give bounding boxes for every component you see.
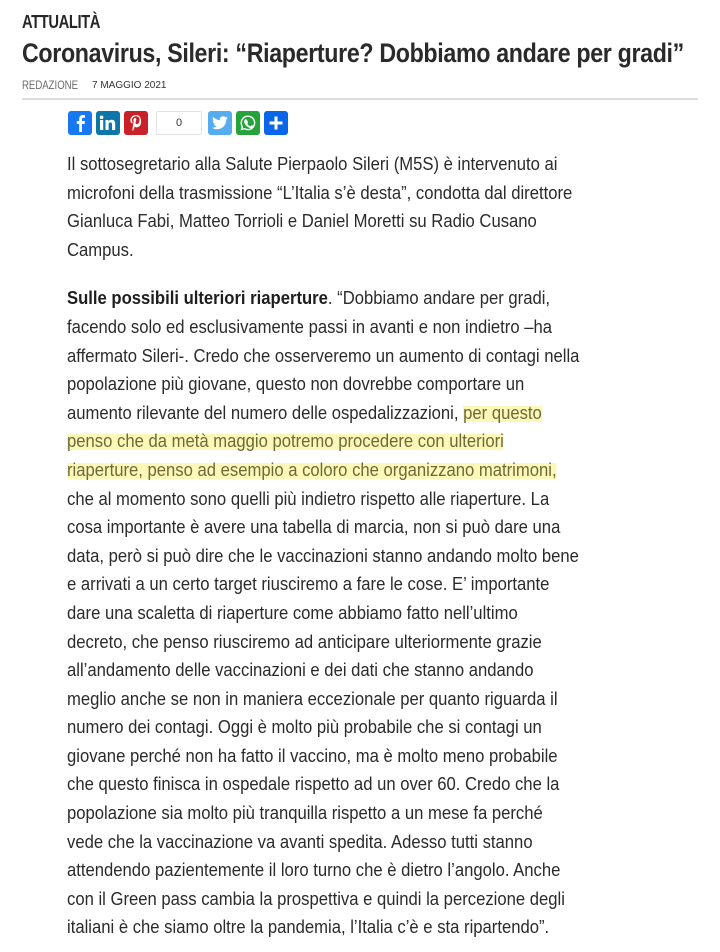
text-line	[67, 284, 607, 313]
text-line: che questo finisca in ospedale rispetto ad un over 60. Credo che la	[67, 773, 560, 795]
text-line: all’andamento delle vaccinazioni e dei dati che stanno andando	[67, 659, 534, 681]
highlighted-text: riaperture, penso ad esempio a coloro che organizzano matrimoni,	[67, 458, 557, 480]
share-bar	[68, 111, 292, 135]
text-line: Gianluca Fabi, Matteo Torrioli e Daniel Moretti su Radio Cusano	[67, 210, 537, 232]
highlighted-text: per questo	[463, 401, 542, 423]
share-count: 0	[156, 111, 202, 135]
text-line: attendendo pazientemente il loro turno che è dietro l’angolo. Anche	[67, 859, 561, 881]
text-line: Il sottosegretario alla Salute Pierpaolo Sileri (M5S) è intervenuto ai	[67, 153, 558, 174]
twitter-icon	[211, 115, 229, 131]
article-meta	[22, 78, 166, 92]
share-facebook-button[interactable]	[68, 111, 92, 135]
share-whatsapp-button[interactable]	[236, 111, 260, 135]
highlighted-text: penso che da metà maggio potremo procedere con ulteriori	[67, 430, 504, 452]
text-line: cosa importante è avere una tabella di marcia, non si può dare una	[67, 516, 561, 538]
text-line: microfoni della trasmissione “L’Italia s’è desta”, condotta dal direttore	[67, 181, 573, 203]
text-line: decreto, che penso riusciremo ad anticipare ulteriormente grazie	[67, 630, 542, 652]
article-body	[67, 150, 667, 952]
text-line	[67, 456, 607, 485]
text-line: data, però si può dire che le vaccinazioni stanno andando molto bene	[67, 544, 579, 566]
author-name[interactable]: REDAZIONE	[22, 78, 79, 92]
text-line: popolazione più giovane, questo non dovrebbe comportare un	[67, 373, 525, 395]
text-line: Campus.	[67, 238, 134, 260]
share-more-button[interactable]	[264, 111, 288, 135]
header-divider	[22, 98, 698, 100]
text-line: affermato Sileri-. Credo che osserveremo un aumento di contagi nella	[67, 344, 580, 366]
category-label[interactable]: ATTUALITÀ	[22, 12, 101, 32]
share-linkedin-button[interactable]	[96, 111, 120, 135]
text-line: dare una scaletta di riaperture come abbiamo fatto nell’ultimo	[67, 601, 518, 623]
publish-date: 7 MAGGIO 2021	[92, 79, 167, 91]
share-twitter-button[interactable]	[208, 111, 232, 135]
whatsapp-icon	[239, 114, 257, 132]
text-line: e arrivati a un certo target riusciremo a fare le cose. E’ importante	[67, 573, 550, 595]
text-segment: aumento rilevante del numero delle ospedalizzazioni,	[67, 401, 464, 423]
facebook-icon	[73, 114, 87, 132]
text-line: meglio anche se non in maniera eccezionale per quanto riguarda il	[67, 687, 558, 709]
bold-lead: Sulle possibili ulteriori riaperture	[67, 287, 328, 309]
text-line	[67, 399, 607, 428]
text-line: giovane perché non ha fatto il vaccino, ma è molto meno probabile	[67, 744, 558, 766]
text-segment: . “Dobbiamo andare per gradi,	[327, 287, 551, 309]
text-line: numero dei contagi. Oggi è molto più probabile che si contagi un	[67, 716, 542, 738]
paragraph-quote	[67, 284, 667, 942]
linkedin-icon	[99, 115, 117, 131]
paragraph-intro	[67, 150, 667, 264]
text-line: con il Green pass cambia la prospettiva e quindi la percezione degli	[67, 887, 565, 909]
text-line: che al momento sono quelli più indietro rispetto alle riaperture. La	[67, 487, 550, 509]
text-line: facendo solo ed esclusivamente passi in avanti e non indietro –ha	[67, 315, 553, 337]
plus-icon	[268, 115, 284, 131]
share-pinterest-button[interactable]	[124, 111, 148, 135]
text-line	[67, 427, 607, 456]
pinterest-icon	[129, 114, 143, 132]
text-line: vede che la vaccinazione va avanti spedita. Adesso tutti stanno	[67, 830, 533, 852]
text-line: italiani è che siamo oltre la pandemia, l’Italia c’è e sta ripartendo”.	[67, 916, 550, 938]
text-line: popolazione sia molto più tranquilla rispetto a un mese fa perché	[67, 802, 543, 824]
article-title: Coronavirus, Sileri: “Riaperture? Dobbiamo andare per gradi”	[22, 38, 684, 68]
